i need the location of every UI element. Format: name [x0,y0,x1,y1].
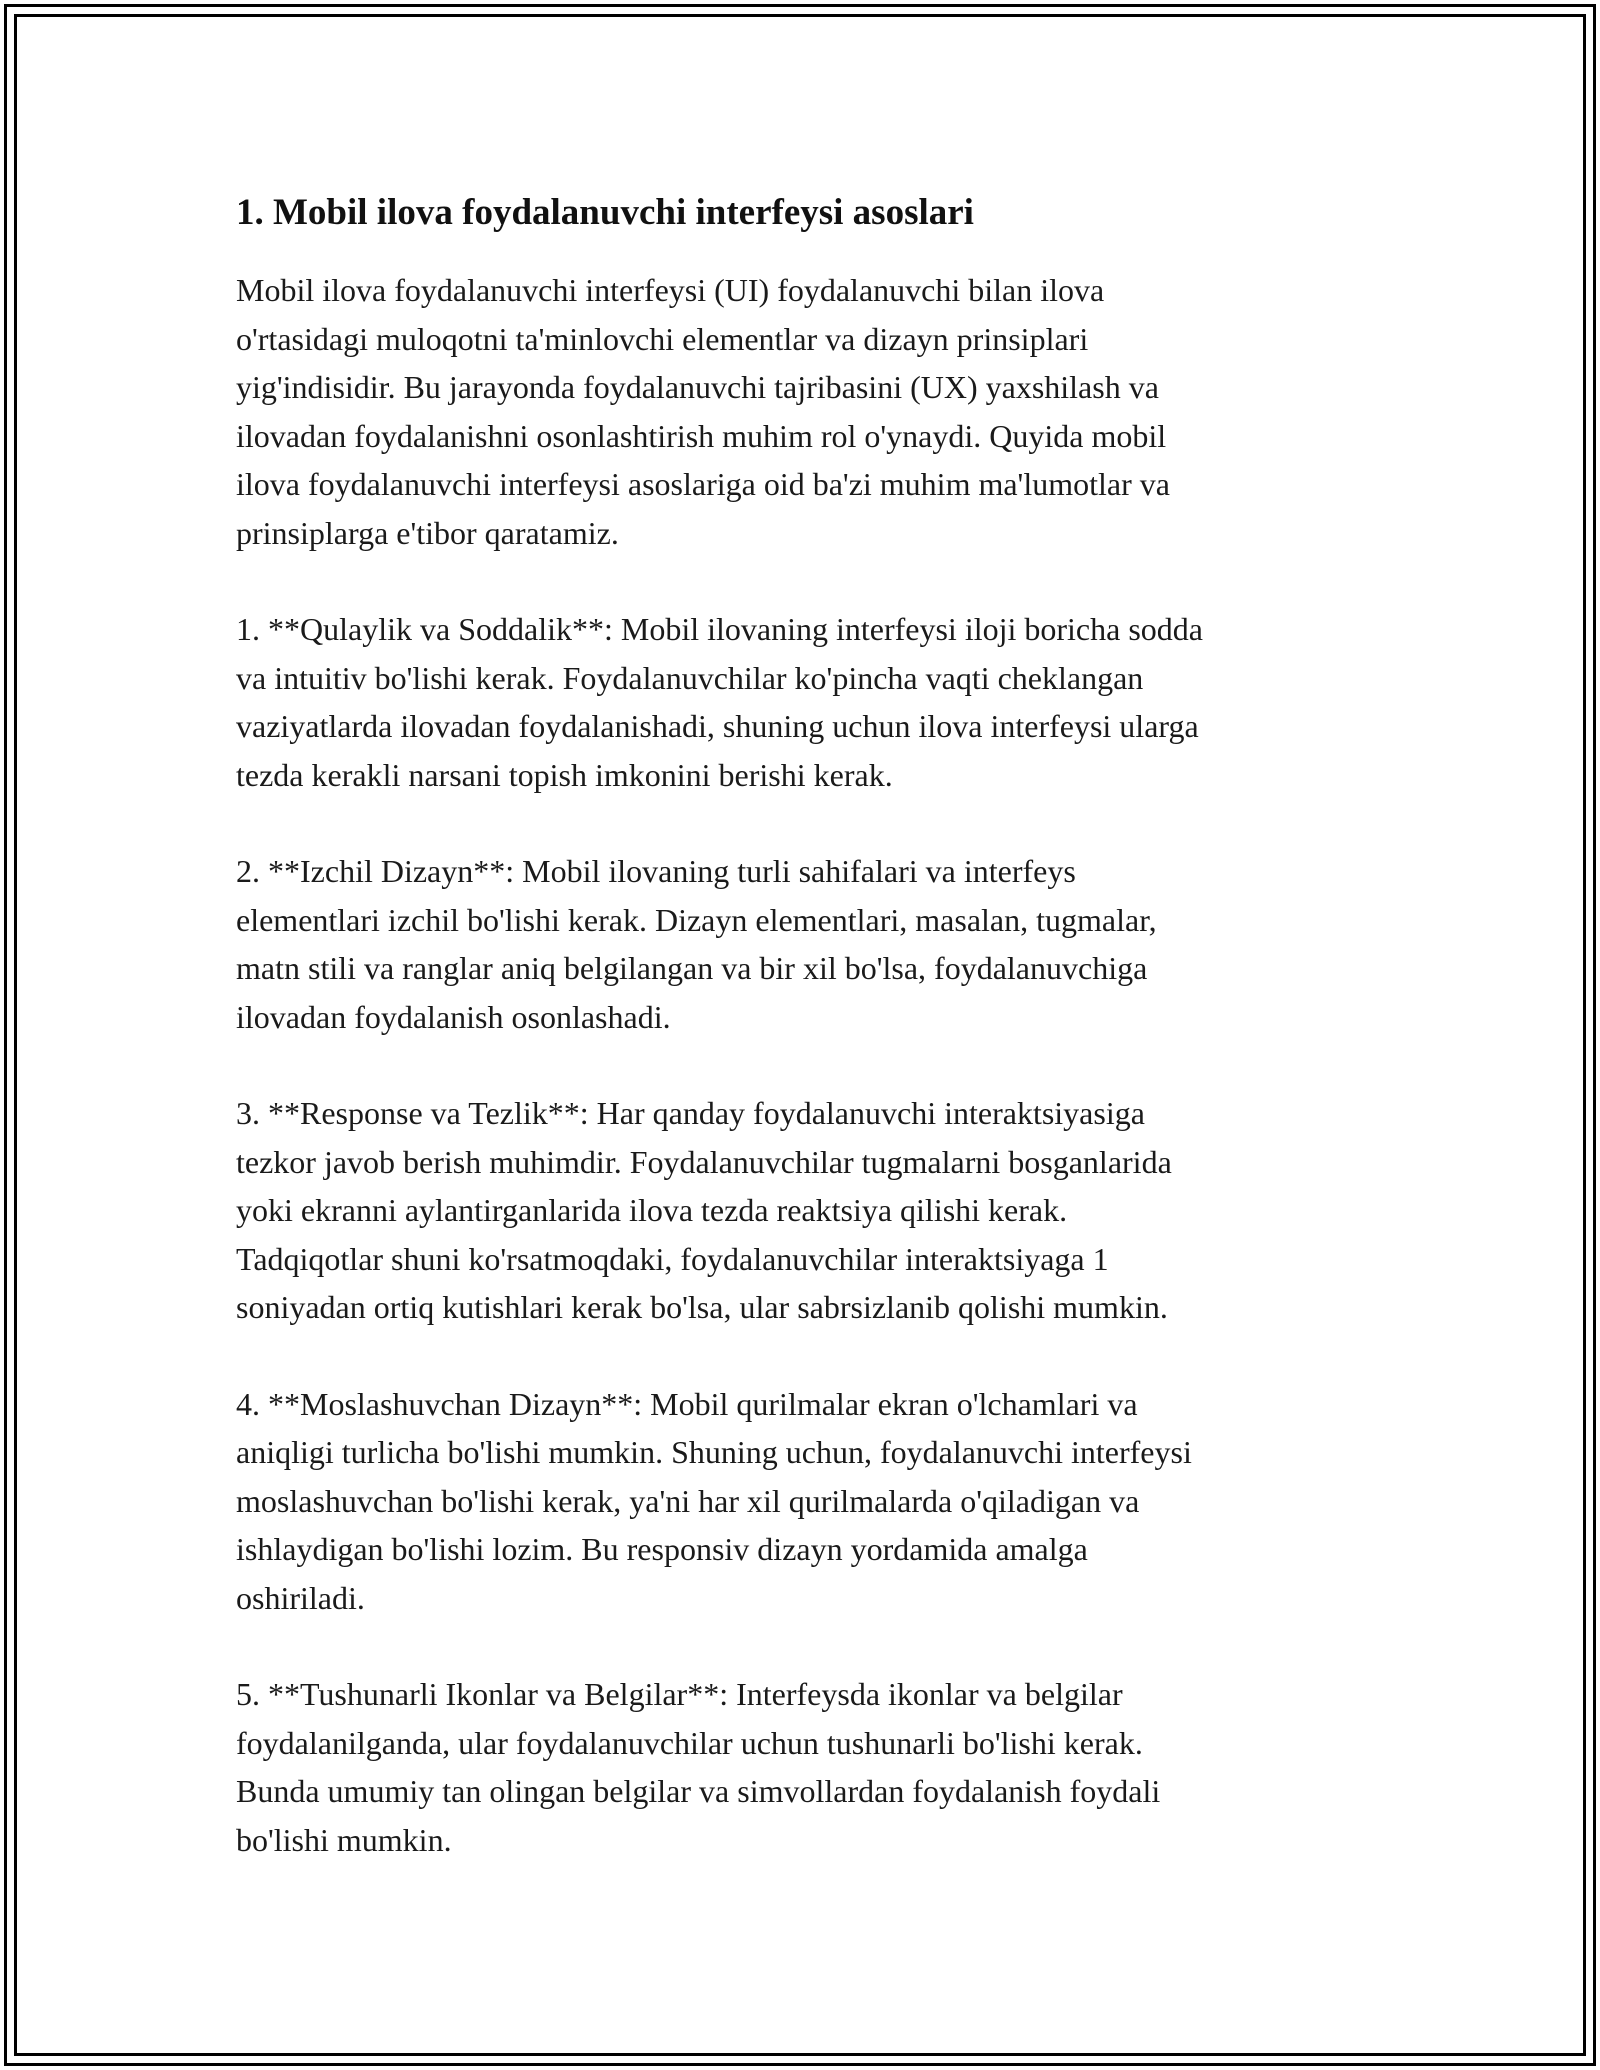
document-body [236,186,1366,1912]
text-line: bo'lishi mumkin. [236,1821,452,1858]
text-line: tezkor javob berish muhimdir. Foydalanuvchilar tugmalarni bosganlarida [236,1143,1172,1180]
principle-paragraph-1 [236,605,1366,799]
principle-paragraph-4 [236,1380,1366,1623]
text-line: Tadqiqotlar shuni ko'rsatmoqdaki, foydalanuvchilar interaktsiyaga 1 [236,1240,1109,1277]
text-line: ilova foydalanuvchi interfeysi asoslariga oid ba'zi muhim ma'lumotlar va [236,466,1170,502]
text-line: aniqligi turlicha bo'lishi mumkin. Shuning uchun, foydalanuvchi interfeysi [236,1434,1192,1470]
text-line: ilovadan foydalanish osonlashadi. [236,998,671,1035]
text-line: ilovadan foydalanishni osonlashtirish muhim rol o'ynaydi. Quyida mobil [236,417,1167,454]
text-line: prinsiplarga e'tibor qaratamiz. [236,514,619,551]
principle-paragraph-2 [236,847,1366,1041]
text-line: Bunda umumiy tan olingan belgilar va simvollardan foydalanish foydali [236,1773,1161,1809]
text-line: 2. **Izchil Dizayn**: Mobil ilovaning turli sahifalari va interfeys [236,853,1076,889]
text-line: 1. **Qulaylik va Soddalik**: Mobil ilovaning interfeysi iloji boricha sodda [236,611,1203,647]
text-line: oshiriladi. [236,1579,365,1616]
text-line: yoki ekranni aylantirganlarida ilova tezda reaktsiya qilishi kerak. [236,1192,1068,1228]
text-line: va intuitiv bo'lishi kerak. Foydalanuvchilar ko'pincha vaqti cheklangan [236,659,1144,696]
text-line: elementlari izchil bo'lishi kerak. Dizayn elementlari, masalan, tugmalar, [236,901,1157,938]
text-line: moslashuvchan bo'lishi kerak, ya'ni har xil qurilmalarda o'qiladigan va [236,1482,1140,1519]
text-line: Mobil ilova foydalanuvchi interfeysi (UI) foydalanuvchi bilan ilova [236,272,1105,308]
principle-paragraph-3 [236,1089,1366,1332]
text-line: foydalanilganda, ular foydalanuvchilar uchun tushunarli bo'lishi kerak. [236,1724,1143,1761]
text-line: ishlaydigan bo'lishi lozim. Bu responsiv dizayn yordamida amalga [236,1531,1088,1567]
text-line: 4. **Moslashuvchan Dizayn**: Mobil qurilmalar ekran o'lchamlari va [236,1385,1138,1422]
text-line: matn stili va ranglar aniq belgilangan va bir xil bo'lsa, foydalanuvchiga [236,950,1148,986]
text-line: o'rtasidagi muloqotni ta'minlovchi elementlar va dizayn prinsiplari [236,320,1089,357]
text-line: tezda kerakli narsani topish imkonini berishi kerak. [236,756,893,793]
text-line: vaziyatlarda ilovadan foydalanishadi, shuning uchun ilova interfeysi ularga [236,708,1199,744]
text-line: 5. **Tushunarli Ikonlar va Belgilar**: Interfeysda ikonlar va belgilar [236,1676,1123,1712]
text-line: yig'indisidir. Bu jarayonda foydalanuvchi tajribasini (UX) yaxshilash va [236,369,1159,405]
document-title: 1. Mobil ilova foydalanuvchi interfeysi asoslari [236,192,974,233]
principle-paragraph-5 [236,1670,1366,1864]
text-line: soniyadan ortiq kutishlari kerak bo'lsa, ular sabrsizlanib qolishi mumkin. [236,1289,1168,1325]
intro-paragraph [236,266,1366,557]
text-line: 3. **Response va Tezlik**: Har qanday foydalanuvchi interaktsiyasiga [236,1095,1145,1131]
